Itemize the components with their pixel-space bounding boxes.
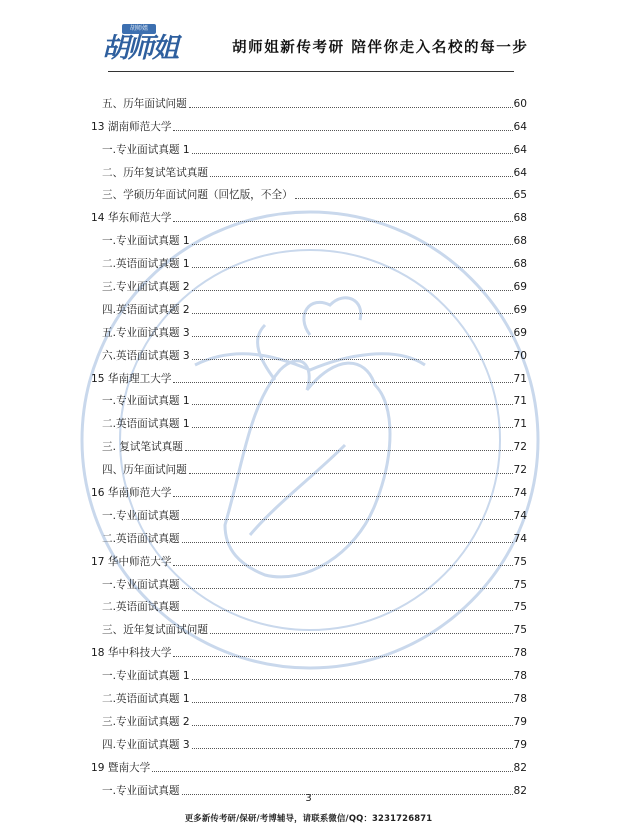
toc-entry-page: 68 [513,212,527,225]
toc-leader-dots [173,221,512,222]
toc-entry-title: 一.专业面试真题 1 [102,670,190,683]
toc-leader-dots [192,725,513,726]
toc-entry-page: 75 [513,578,527,591]
toc-entry-title: 二.英语面试真题 1 [102,258,190,271]
toc-entry-title: 15 华南理工大学 [91,372,172,385]
toc-leader-dots [192,427,513,428]
toc-entry-page: 72 [513,464,527,477]
toc-entry[interactable] [91,660,527,683]
toc-entry[interactable] [91,363,527,386]
toc-entry-title: 三、学硕历年面试问题（回忆版，不全） [102,189,293,202]
toc-entry[interactable] [91,225,527,248]
toc-leader-dots [182,610,513,611]
toc-entry-title: 一.专业面试真题 1 [102,143,190,156]
toc-entry-title: 一.专业面试真题 1 [102,235,190,248]
toc-entry-page: 78 [513,693,527,706]
toc-entry-title: 一.专业面试真题 [102,578,180,591]
toc-entry-title: 五、历年面试问题 [102,97,187,110]
toc-entry[interactable] [91,454,527,477]
toc-leader-dots [189,473,513,474]
toc-entry-title: 一.专业面试真题 [102,509,180,522]
toc-entry[interactable] [91,706,527,729]
toc-entry[interactable] [91,134,527,157]
toc-entry-title: 16 华南师范大学 [91,487,172,500]
toc-leader-dots [182,542,513,543]
toc-entry-title: 19 暨南大学 [91,761,151,774]
logo-text: 胡师姐 [102,33,177,64]
toc-entry-title: 四、历年面试问题 [102,464,187,477]
toc-entry[interactable] [91,546,527,569]
toc-entry-page: 65 [513,189,527,202]
toc-entry-page: 72 [513,441,527,454]
toc-leader-dots [192,290,513,291]
toc-entry-page: 64 [513,143,527,156]
toc-entry-page: 79 [513,738,527,751]
toc-entry[interactable] [91,500,527,523]
logo-badge: 胡师姐 [122,24,156,34]
toc-entry-title: 一.专业面试真题 1 [102,395,190,408]
brand-logo [100,24,178,66]
toc-entry-page: 75 [513,624,527,637]
toc-entry-title: 三.专业面试真题 2 [102,281,190,294]
toc-entry[interactable] [91,592,527,615]
toc-entry[interactable] [91,477,527,500]
toc-leader-dots [210,633,513,634]
toc-leader-dots [192,359,513,360]
toc-leader-dots [185,450,513,451]
toc-entry[interactable] [91,523,527,546]
toc-entry-page: 82 [513,784,527,797]
header-divider [108,71,514,72]
toc-entry-page: 74 [513,532,527,545]
toc-entry-page: 78 [513,670,527,683]
toc-entry-page: 71 [513,372,527,385]
toc-entry-page: 68 [513,258,527,271]
toc-entry-page: 60 [513,97,527,110]
toc-leader-dots [173,382,512,383]
toc-entry-page: 79 [513,715,527,728]
header-slogan: 胡师姐新传考研 陪伴你走入名校的每一步 [232,40,529,56]
toc-entry-title: 三. 复试笔试真题 [102,441,183,454]
toc-entry-title: 四.英语面试真题 2 [102,303,190,316]
toc-entry[interactable] [91,729,527,752]
toc-entry[interactable] [91,408,527,431]
toc-leader-dots [192,679,513,680]
toc-entry-page: 70 [513,349,527,362]
toc-entry-title: 五.专业面试真题 3 [102,326,190,339]
toc-leader-dots [192,267,513,268]
toc-entry-title: 四.专业面试真题 3 [102,738,190,751]
toc-entry-page: 78 [513,647,527,660]
toc-entry-page: 74 [513,487,527,500]
toc-entry[interactable] [91,180,527,203]
toc-entry[interactable] [91,569,527,592]
toc-entry-page: 75 [513,601,527,614]
toc-entry[interactable] [91,431,527,454]
toc-entry-title: 二、历年复试笔试真题 [102,166,208,179]
toc-entry-page: 75 [513,555,527,568]
toc-entry[interactable] [91,157,527,180]
toc-entry-page: 71 [513,395,527,408]
toc-entry-title: 二.英语面试真题 [102,601,180,614]
table-of-contents [91,88,527,798]
page-header [0,0,617,80]
page-number: 3 [305,793,312,804]
toc-entry[interactable] [91,294,527,317]
toc-entry[interactable] [91,683,527,706]
toc-leader-dots [210,176,513,177]
toc-entry[interactable] [91,202,527,225]
toc-entry-title: 一.专业面试真题 [102,784,180,797]
toc-entry[interactable] [91,88,527,111]
toc-entry-title: 三.专业面试真题 2 [102,715,190,728]
toc-leader-dots [295,198,513,199]
toc-entry[interactable] [91,248,527,271]
footer-contact: 更多新传考研/保研/考博辅导，请联系微信/QQ：3231726871 [184,813,433,823]
toc-entry-title: 18 华中科技大学 [91,647,172,660]
toc-leader-dots [192,244,513,245]
toc-leader-dots [189,107,513,108]
toc-leader-dots [173,130,512,131]
toc-leader-dots [192,404,513,405]
toc-entry-title: 六.英语面试真题 3 [102,349,190,362]
toc-entry-page: 69 [513,326,527,339]
toc-leader-dots [173,656,512,657]
toc-entry[interactable] [91,317,527,340]
toc-entry-page: 68 [513,235,527,248]
toc-entry-page: 64 [513,120,527,133]
toc-entry-title: 14 华东师范大学 [91,212,172,225]
toc-entry[interactable] [91,637,527,660]
toc-entry-title: 二.英语面试真题 1 [102,418,190,431]
toc-leader-dots [152,771,512,772]
toc-entry-page: 64 [513,166,527,179]
toc-leader-dots [192,748,513,749]
toc-entry-title: 13 湖南师范大学 [91,120,172,133]
toc-entry-page: 71 [513,418,527,431]
toc-entry-page: 69 [513,303,527,316]
toc-entry[interactable] [91,340,527,363]
toc-entry-page: 69 [513,281,527,294]
toc-entry[interactable] [91,752,527,775]
toc-entry-title: 三、近年复试面试问题 [102,624,208,637]
toc-leader-dots [192,153,513,154]
toc-entry[interactable] [91,111,527,134]
toc-leader-dots [192,702,513,703]
toc-entry-title: 17 华中师范大学 [91,555,172,568]
toc-entry[interactable] [91,386,527,409]
toc-leader-dots [182,519,513,520]
toc-leader-dots [192,336,513,337]
toc-leader-dots [192,313,513,314]
toc-entry-page: 74 [513,509,527,522]
toc-leader-dots [182,588,513,589]
toc-leader-dots [173,565,512,566]
toc-entry-title: 二.英语面试真题 1 [102,693,190,706]
toc-entry-page: 82 [513,761,527,774]
toc-entry-title: 二.英语面试真题 [102,532,180,545]
toc-leader-dots [173,496,512,497]
toc-entry[interactable] [91,271,527,294]
toc-entry[interactable] [91,614,527,637]
